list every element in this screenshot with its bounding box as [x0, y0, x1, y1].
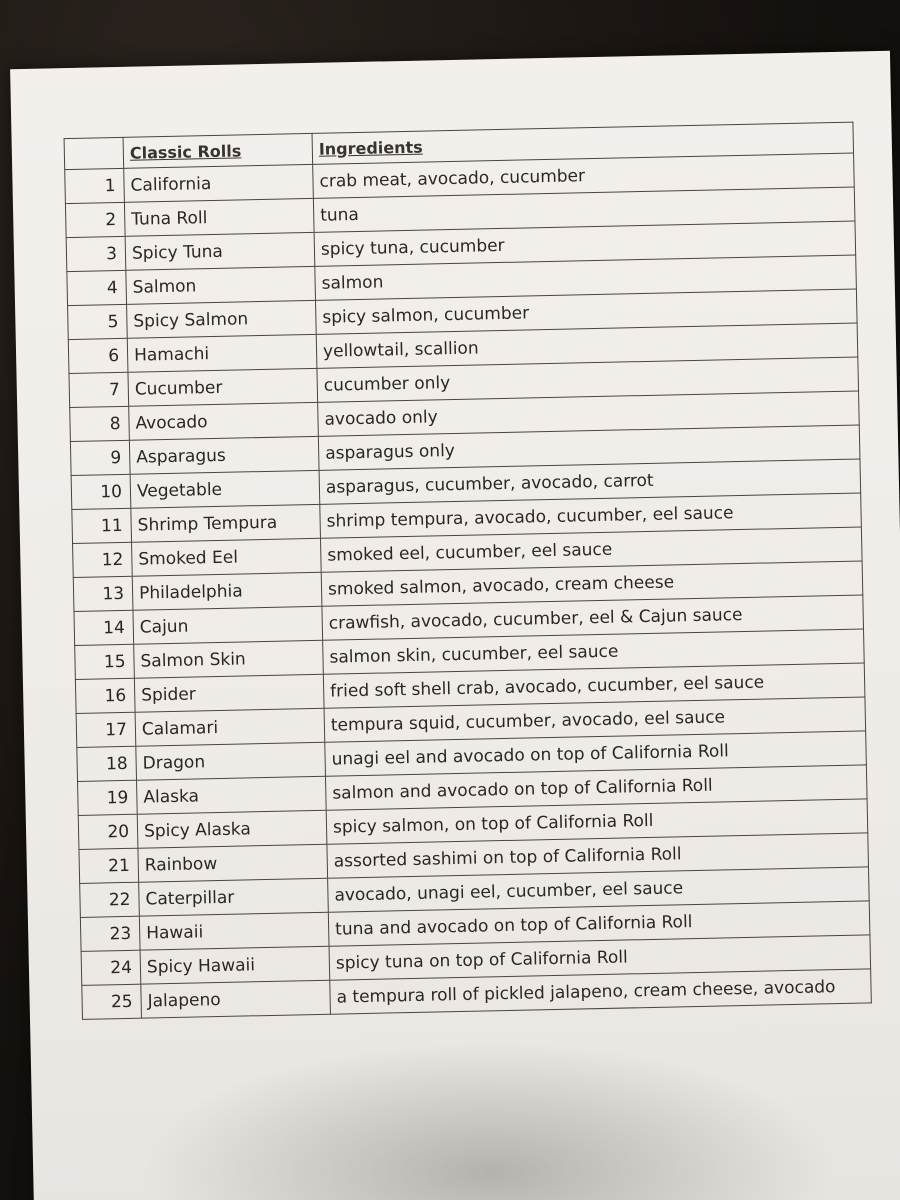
roll-name: Salmon Skin [134, 640, 324, 678]
row-number: 20 [78, 814, 138, 849]
roll-name: Asparagus [129, 436, 319, 474]
roll-name: Vegetable [130, 470, 320, 508]
roll-name: Alaska [137, 776, 327, 814]
roll-ingredients: assorted sashimi on top of California Roll [327, 833, 869, 878]
roll-ingredients: tempura squid, cucumber, avocado, eel sauce [324, 697, 866, 742]
roll-ingredients: shrimp tempura, avocado, cucumber, eel sauce [320, 493, 862, 538]
rolls-table [64, 122, 872, 1020]
row-number: 1 [65, 168, 125, 203]
roll-name: California [124, 164, 314, 202]
roll-ingredients: a tempura roll of pickled jalapeno, cream cheese, avocado [330, 969, 872, 1014]
row-number: 21 [79, 848, 139, 883]
roll-name: Spicy Tuna [125, 232, 315, 270]
roll-ingredients: cucumber only [317, 357, 859, 402]
roll-ingredients: avocado only [318, 391, 860, 436]
roll-ingredients: spicy salmon, on top of California Roll [326, 799, 868, 844]
row-number: 7 [69, 372, 129, 407]
roll-name: Rainbow [138, 844, 328, 882]
roll-name: Smoked Eel [132, 538, 322, 576]
roll-ingredients: avocado, unagi eel, cucumber, eel sauce [328, 867, 870, 912]
roll-name: Dragon [136, 742, 326, 780]
roll-ingredients: spicy salmon, cucumber [316, 289, 858, 334]
roll-ingredients: salmon [315, 255, 857, 300]
roll-ingredients: spicy tuna on top of California Roll [329, 935, 871, 980]
roll-name: Spicy Salmon [127, 300, 317, 338]
roll-ingredients: crab meat, avocado, cucumber [313, 153, 855, 198]
roll-name: Avocado [129, 402, 319, 440]
roll-name: Tuna Roll [124, 198, 314, 236]
row-number: 18 [77, 746, 137, 781]
row-number: 9 [70, 440, 130, 475]
row-number: 12 [73, 542, 133, 577]
row-number: 5 [68, 304, 128, 339]
row-number: 4 [67, 270, 127, 305]
row-number: 8 [70, 406, 130, 441]
roll-ingredients: salmon and avocado on top of California Roll [325, 765, 867, 810]
table-body [65, 153, 872, 1019]
roll-name: Cajun [133, 606, 323, 644]
roll-name: Caterpillar [139, 878, 329, 916]
row-number: 10 [71, 474, 131, 509]
row-number: 22 [80, 882, 140, 917]
roll-name: Cucumber [128, 368, 318, 406]
roll-name: Hamachi [127, 334, 317, 372]
row-number: 11 [72, 508, 132, 543]
roll-ingredients: asparagus, cucumber, avocado, carrot [319, 459, 861, 504]
roll-ingredients: asparagus only [318, 425, 860, 470]
row-number: 13 [73, 576, 133, 611]
roll-ingredients: smoked salmon, avocado, cream cheese [321, 561, 863, 606]
row-number: 3 [66, 236, 126, 271]
roll-name: Calamari [135, 708, 325, 746]
roll-ingredients: spicy tuna, cucumber [314, 221, 856, 266]
roll-name: Spicy Hawaii [140, 946, 330, 984]
roll-ingredients: tuna and avocado on top of California Roll [328, 901, 870, 946]
roll-ingredients: salmon skin, cucumber, eel sauce [323, 629, 865, 674]
row-number: 24 [81, 950, 141, 985]
roll-ingredients: smoked eel, cucumber, eel sauce [320, 527, 862, 572]
roll-ingredients: tuna [313, 187, 855, 232]
row-number: 19 [78, 780, 138, 815]
row-number: 15 [75, 644, 135, 679]
roll-name: Spicy Alaska [137, 810, 327, 848]
row-number: 14 [74, 610, 134, 645]
roll-name: Spider [134, 674, 324, 712]
ingredients-header: Ingredients [312, 122, 854, 164]
number-header [64, 137, 124, 169]
roll-name: Hawaii [139, 912, 329, 950]
row-number: 2 [65, 202, 125, 237]
roll-name: Salmon [126, 266, 316, 304]
row-number: 23 [80, 916, 140, 951]
roll-ingredients: fried soft shell crab, avocado, cucumber, eel sauce [323, 663, 865, 708]
menu-sheet [10, 51, 900, 1200]
roll-ingredients: unagi eel and avocado on top of California Roll [325, 731, 867, 776]
row-number: 17 [76, 712, 136, 747]
roll-name: Shrimp Tempura [131, 504, 321, 542]
classic-rolls-header: Classic Rolls [123, 133, 313, 168]
row-number: 6 [68, 338, 128, 373]
roll-name: Philadelphia [132, 572, 322, 610]
row-number: 16 [75, 678, 135, 713]
roll-ingredients: crawfish, avocado, cucumber, eel & Cajun sauce [322, 595, 864, 640]
row-number: 25 [82, 984, 142, 1019]
roll-ingredients: yellowtail, scallion [316, 323, 858, 368]
roll-name: Jalapeno [141, 980, 331, 1018]
